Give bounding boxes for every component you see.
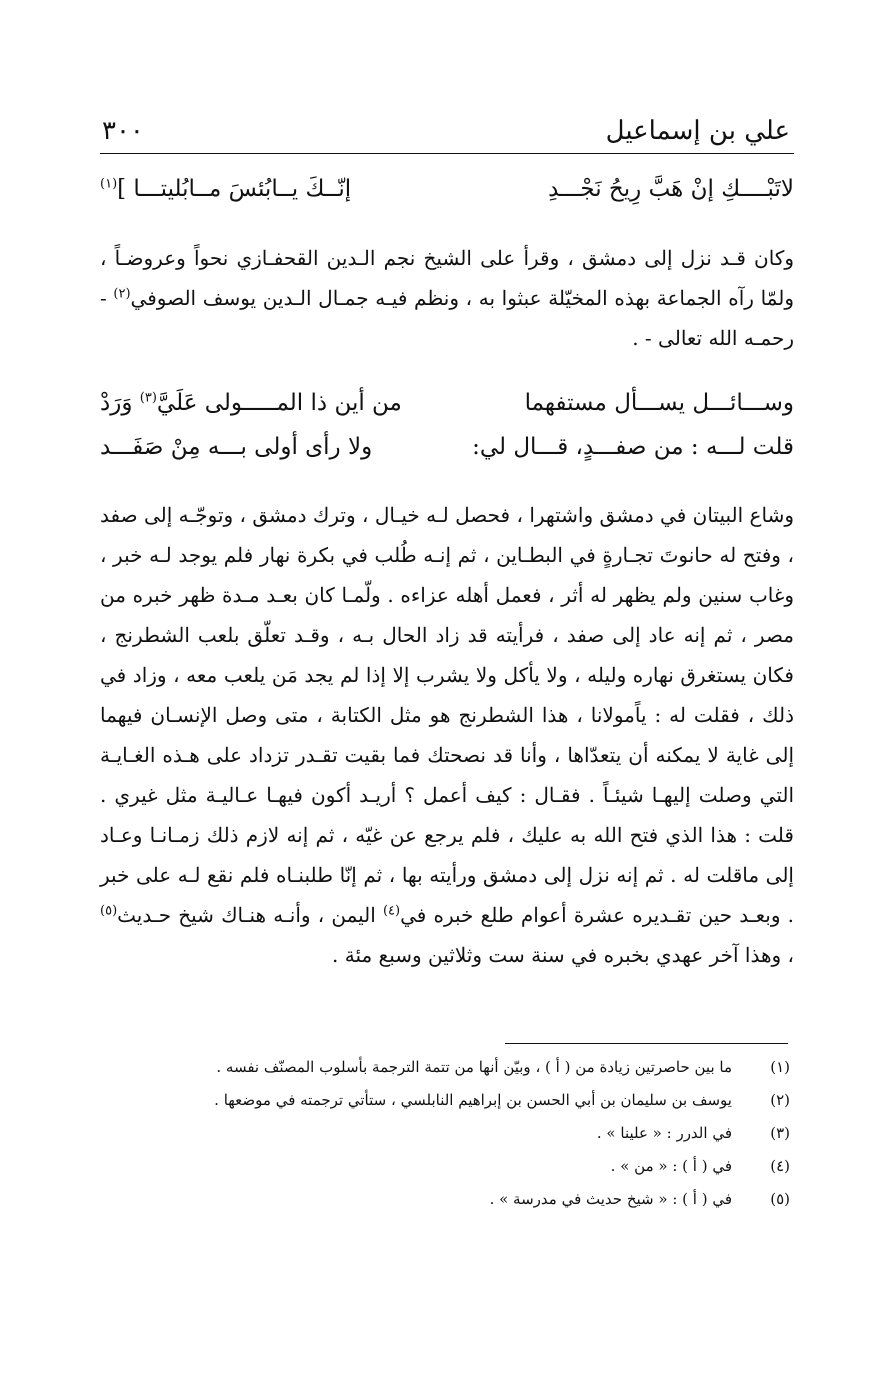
paragraph-2-text-end: ، وهذا آخر عهدي بخبره في سنة ست وثلاثين وسبع مئة . xyxy=(332,943,794,967)
footnote-3 xyxy=(150,1118,790,1151)
header-rule xyxy=(100,153,794,154)
verse-2-left-before: من أين ذا المـــــولى عَلَيَّ xyxy=(156,390,402,416)
paragraph-2-text-middle: اليمن ، وأنـه هنـاك شيخ حـديث xyxy=(117,903,383,927)
paragraph-1-text-after: - رحمـه الله تعالى - . xyxy=(100,286,794,350)
footnote-5 xyxy=(150,1184,790,1217)
footnote-number: (٥) xyxy=(770,1190,790,1208)
footnote-text: ما بين حاصرتين زيادة من ( أ ) ، وبيّن أنها من تتمة الترجمة بأسلوب المصنّف نفسه . xyxy=(216,1058,732,1076)
verse-2-left-hemistich xyxy=(100,390,402,416)
footnote-text: يوسف بن سليمان بن أبي الحسن بن إبراهيم النابلسي ، ستأتي ترجمته في موضعها . xyxy=(214,1091,732,1109)
verse-1-right-hemistich: لاتَبْــــكِ إنْ هَبَّ رِيحُ نَجْـــدِ xyxy=(548,176,794,202)
footnote-ref-5[interactable]: (٥) xyxy=(100,903,118,919)
verse-1-left-text: إنّــكَ يــابُئسَ مــابُليتـــا ] xyxy=(117,176,352,202)
footnote-2 xyxy=(150,1085,790,1118)
paragraph-1-text: وكان قـد نزل إلى دمشق ، وقرأ على الشيخ نجم الـدين القحفـازي نحواً وعروضـاً ، ولمّا رآه الجماعة بهذه المخيّلة عبثوا به ، ونظم فيـه جمـال الـدين يوسف الصوفي xyxy=(100,246,794,310)
verse-1-left-hemistich xyxy=(100,176,351,202)
header-title: علي بن إسماعيل xyxy=(605,116,790,146)
footnote-number: (٤) xyxy=(770,1157,790,1175)
paragraph-2 xyxy=(100,495,794,975)
verse-3-left-hemistich: ولا رأى أولى بـــه مِنْ صَفَـــد xyxy=(100,434,373,460)
page-number: ٣٠٠ xyxy=(102,116,144,146)
paragraph-2-text: وشاع البيتان في دمشق واشتهرا ، فحصل لـه خيـال ، وترك دمشق ، وتوجّـه إلى صفد ، وفتح له حانوتَ تجـارةٍ في البطـاين ، ثم إنـه طُلب في بكرة نهار فلم يوجد لـه خبر ، وغاب سنين ولم يظهر له أثر ، فعمل أهله عزاءه . ولّمـا كان بعـد مـدة ظهر خبره من مصر ، ثم إنه عاد إلى صفد ، فرأيته قد زاد الحال بـه ، وقـد تعلّق بلعب الشطرنج ، فكان يستغرق نهاره وليله ، ولا يأكل ولا يشرب إلا إذا لم يجد مَن يلعب معه ، وزاد في ذلك ، فقلت له : ياًمولانا ، هذا الشطرنج هو مثل الكتابة ، متى وصل الإنسـان فيهما إلى غاية لا يمكنه أن يتعدّاها ، وأنا قد نصحتك فما بقيت تقـدر تزداد على هـذه الغـايـة التي وصلت إليهـا شيئـاً . فقـال : كيف أعمل ؟ أريـد أكون فيهـا عـاليـة مثل غيري . قلت : هذا الذي فتح الله به عليك ، فلم يرجع عن غيّه ، ثم إنه لازم ذلك زمـانـا وعـاد إلى ماقلت له . ثم إنه نزل إلى دمشق ورأيته بها ، ثم إنّا طلبنـاه فلم نقع لـه على خبر . وبعـد حين تقـديره عشرة أعوام طلع خبره في xyxy=(100,503,794,927)
footnote-ref-2[interactable]: (٢) xyxy=(113,286,131,302)
verse-line-3 xyxy=(100,434,794,484)
verse-2-left-after: وَرَدْ xyxy=(100,390,140,416)
footnote-number: (١) xyxy=(770,1058,790,1076)
footnote-1 xyxy=(150,1052,790,1085)
paragraph-1 xyxy=(100,238,794,358)
footnote-rule xyxy=(505,1043,788,1044)
footnotes-list xyxy=(150,1052,790,1217)
footnote-4 xyxy=(150,1151,790,1184)
footnote-ref-1[interactable]: (١) xyxy=(100,176,118,192)
verse-2-right-hemistich: وســـائـــل يســـأل مستفهما xyxy=(524,390,794,416)
running-header xyxy=(100,112,794,152)
footnote-number: (٢) xyxy=(770,1091,790,1109)
verse-3-right-hemistich: قلت لـــه : من صفـــدٍ، قـــال لي: xyxy=(472,434,794,460)
footnote-text: في ( أ ) : « من » . xyxy=(610,1157,732,1175)
verse-line-1 xyxy=(100,176,794,226)
footnote-text: في الدرر : « علينا » . xyxy=(596,1124,732,1142)
footnote-ref-3[interactable]: (٣) xyxy=(139,390,157,406)
footnote-ref-4[interactable]: (٤) xyxy=(382,903,401,919)
footnote-number: (٣) xyxy=(770,1124,790,1142)
verse-line-2 xyxy=(100,390,794,440)
footnote-text: في ( أ ) : « شيخ حديث في مدرسة » . xyxy=(489,1190,732,1208)
